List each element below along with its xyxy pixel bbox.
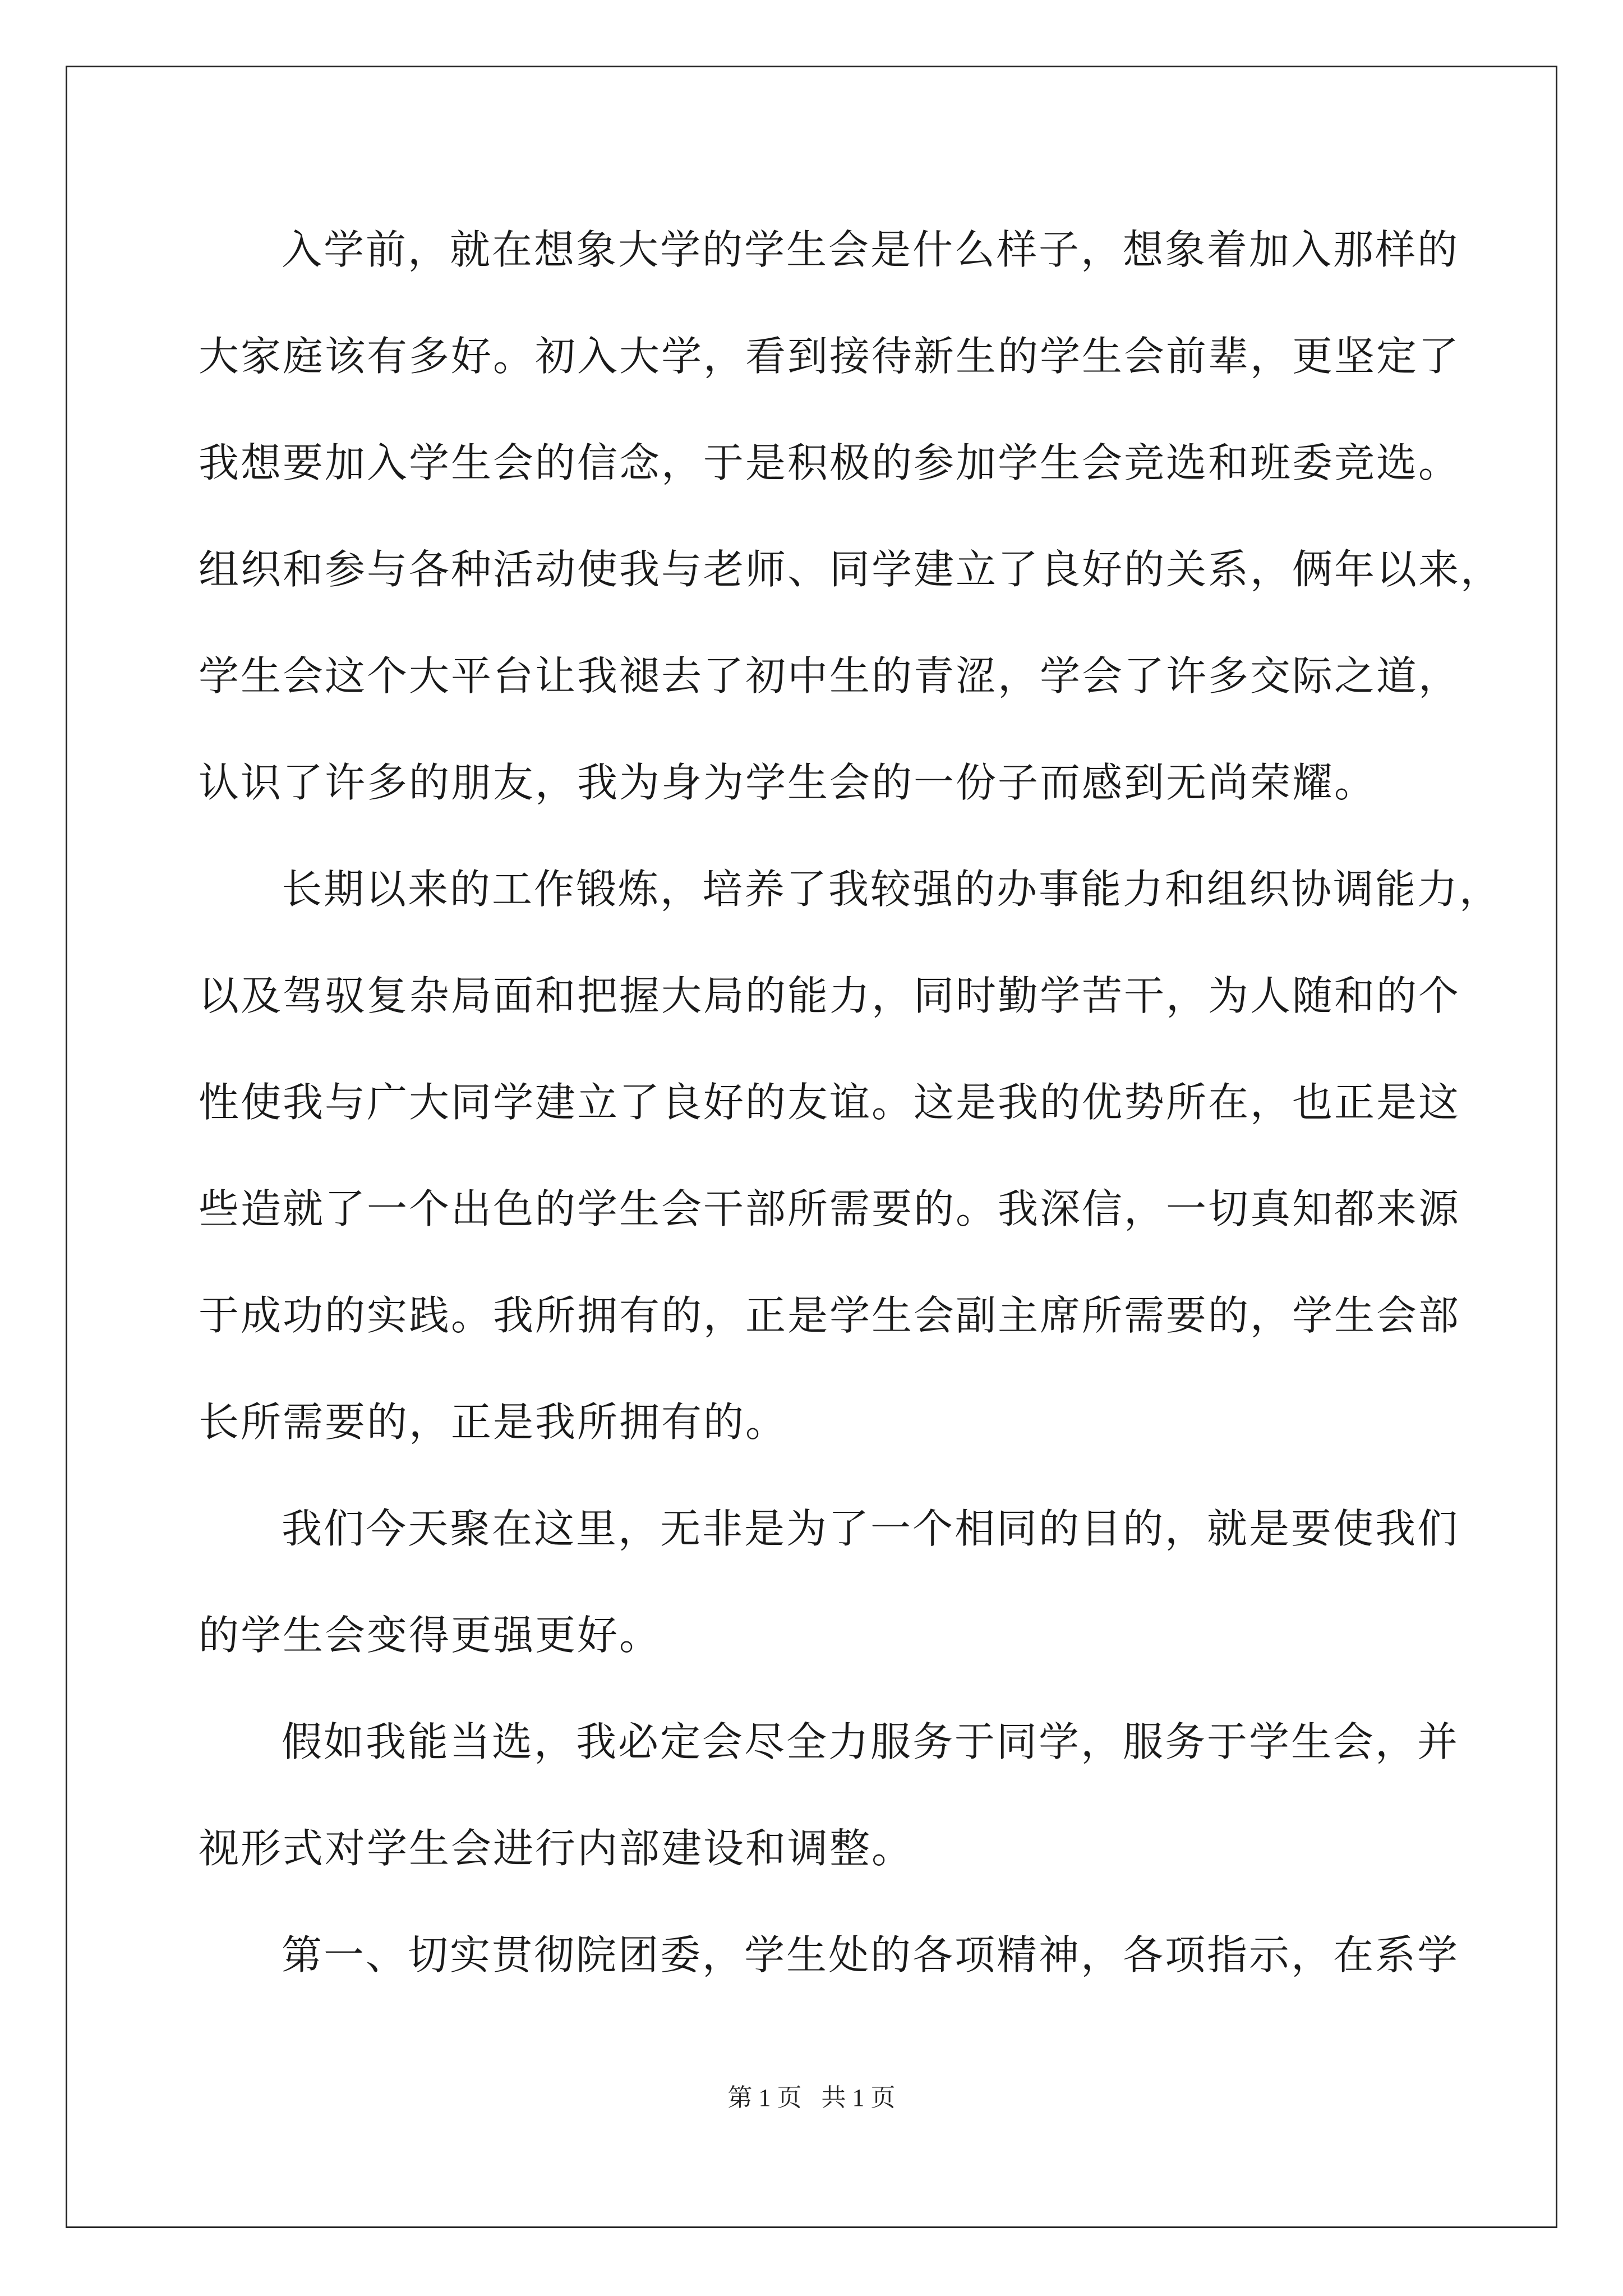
text-line: 大家庭该有多好。初入大学，看到接待新生的学生会前辈，更坚定了: [199, 333, 1461, 380]
page-number: 第 1 页: [727, 2084, 802, 2111]
text-line: 我们今天聚在这里，无非是为了一个相同的目的，就是要使我们: [282, 1505, 1460, 1552]
text-line: 长所需要的，正是我所拥有的。: [199, 1398, 788, 1446]
text-line: 些造就了一个出色的学生会干部所需要的。我深信，一切真知都来源: [199, 1185, 1461, 1232]
page-footer: [0, 2081, 1623, 2115]
text-line: 以及驾驭复杂局面和把握大局的能力，同时勤学苦干，为人随和的个: [199, 972, 1461, 1019]
text-line: 假如我能当选，我必定会尽全力服务于同学，服务于学生会，并: [282, 1718, 1460, 1765]
text-line: 视形式对学生会进行内部建设和调整。: [199, 1825, 914, 1872]
text-line: 认识了许多的朋友，我为身为学生会的一份子而感到无尚荣耀。: [199, 759, 1377, 806]
text-line: 组织和参与各种活动使我与老师、同学建立了良好的关系，俩年以来，: [199, 546, 1503, 593]
text-line: 我想要加入学生会的信念，于是积极的参加学生会竞选和班委竞选。: [199, 439, 1461, 486]
text-line: 第一、切实贯彻院团委，学生处的各项精神，各项指示，在系学: [282, 1931, 1460, 1978]
text-line: 于成功的实践。我所拥有的，正是学生会副主席所需要的，学生会部: [199, 1292, 1461, 1339]
page-border: [66, 66, 1557, 2228]
text-line: 学生会这个大平台让我褪去了初中生的青涩，学会了许多交际之道，: [199, 652, 1461, 700]
text-line: 的学生会变得更强更好。: [199, 1612, 662, 1659]
text-line: 长期以来的工作锻炼，培养了我较强的办事能力和组织协调能力，: [282, 866, 1502, 913]
page-count: 共 1 页: [821, 2084, 896, 2111]
text-line: 入学前，就在想象大学的学生会是什么样子，想象着加入那样的: [282, 226, 1460, 273]
text-line: 性使我与广大同学建立了良好的友谊。这是我的优势所在，也正是这: [199, 1079, 1461, 1126]
